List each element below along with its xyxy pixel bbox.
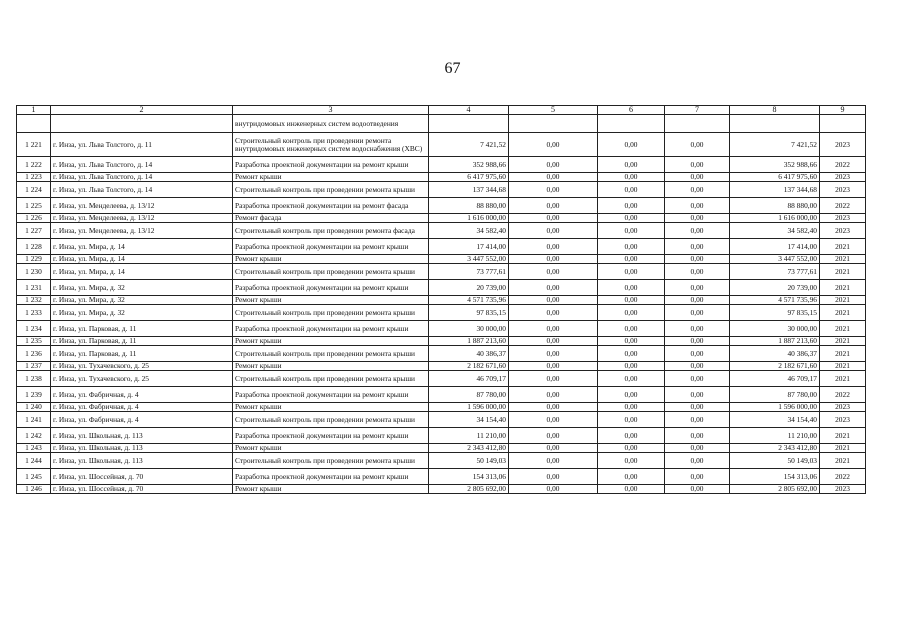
owners-funds-cell: 46 709,17 — [730, 371, 820, 387]
cost-cell: 0,00 — [665, 280, 730, 296]
cost-cell: 0,00 — [598, 223, 665, 239]
data-table — [16, 105, 866, 494]
cost-cell: 0,00 — [598, 264, 665, 280]
owners-funds-cell: 2 343 412,80 — [730, 444, 820, 453]
cost-cell: 0,00 — [509, 296, 598, 305]
table-row — [17, 198, 866, 214]
cost-cell: 0,00 — [665, 239, 730, 255]
year-cell: 2023 — [820, 214, 866, 223]
owners-funds-cell: 3 447 552,00 — [730, 255, 820, 264]
description-cell: Разработка проектной документации на ремонт крыши — [233, 387, 429, 403]
cost-cell: 0,00 — [509, 305, 598, 321]
number-cell: 1 224 — [17, 182, 51, 198]
owners-funds-cell: 2 805 692,00 — [730, 485, 820, 494]
owners-funds-cell: 7 421,52 — [730, 133, 820, 157]
total-cost-cell: 7 421,52 — [429, 133, 509, 157]
cost-cell: 0,00 — [598, 198, 665, 214]
number-cell: 1 242 — [17, 428, 51, 444]
address-cell: г. Инза, ул. Мира, д. 14 — [51, 239, 233, 255]
total-cost-cell: 2 343 412,80 — [429, 444, 509, 453]
owners-funds-cell: 87 780,00 — [730, 387, 820, 403]
cost-cell: 0,00 — [598, 412, 665, 428]
total-cost-cell: 2 805 692,00 — [429, 485, 509, 494]
cost-cell: 0,00 — [598, 321, 665, 337]
table-row — [17, 337, 866, 346]
table-row — [17, 264, 866, 280]
cost-cell: 0,00 — [665, 321, 730, 337]
cost-cell: 0,00 — [598, 173, 665, 182]
number-cell: 1 223 — [17, 173, 51, 182]
cost-cell: 0,00 — [509, 280, 598, 296]
total-cost-cell: 1 596 000,00 — [429, 403, 509, 412]
number-cell: 1 240 — [17, 403, 51, 412]
description-cell: Строительный контроль при проведении ремонта крыши — [233, 453, 429, 469]
address-cell: г. Инза, ул. Фабричная, д. 4 — [51, 403, 233, 412]
cost-cell: 0,00 — [665, 214, 730, 223]
description-cell: внутридомовых инженерных систем водоотведения — [233, 115, 429, 133]
total-cost-cell: 1 887 213,60 — [429, 337, 509, 346]
table-row — [17, 403, 866, 412]
table-body — [17, 115, 866, 494]
header-cell: 5 — [509, 106, 598, 115]
cost-cell: 0,00 — [509, 403, 598, 412]
number-cell: 1 245 — [17, 469, 51, 485]
address-cell: г. Инза, ул. Мира, д. 32 — [51, 280, 233, 296]
table-row — [17, 412, 866, 428]
table-row — [17, 485, 866, 494]
cost-cell: 0,00 — [598, 444, 665, 453]
cost-cell: 0,00 — [509, 444, 598, 453]
owners-funds-cell: 4 571 735,96 — [730, 296, 820, 305]
table-row — [17, 173, 866, 182]
cost-cell: 0,00 — [665, 346, 730, 362]
header-cell: 1 — [17, 106, 51, 115]
address-cell: г. Инза, ул. Льва Толстого, д. 14 — [51, 173, 233, 182]
cost-cell: 0,00 — [509, 371, 598, 387]
address-cell: г. Инза, ул. Школьная, д. 113 — [51, 453, 233, 469]
number-cell: 1 230 — [17, 264, 51, 280]
cost-cell: 0,00 — [509, 264, 598, 280]
owners-funds-cell: 1 616 000,00 — [730, 214, 820, 223]
description-cell: Разработка проектной документации на ремонт крыши — [233, 239, 429, 255]
table-row — [17, 239, 866, 255]
cost-cell: 0,00 — [509, 362, 598, 371]
total-cost-cell: 88 880,00 — [429, 198, 509, 214]
cost-cell: 0,00 — [509, 214, 598, 223]
owners-funds-cell: 1 887 213,60 — [730, 337, 820, 346]
owners-funds-cell: 6 417 975,60 — [730, 173, 820, 182]
total-cost-cell: 87 780,00 — [429, 387, 509, 403]
address-cell: г. Инза, ул. Мира, д. 14 — [51, 264, 233, 280]
owners-funds-cell: 137 344,68 — [730, 182, 820, 198]
number-cell: 1 246 — [17, 485, 51, 494]
header-row — [17, 106, 866, 115]
cost-cell: 0,00 — [665, 255, 730, 264]
table-row — [17, 469, 866, 485]
year-cell: 2021 — [820, 346, 866, 362]
description-cell: Строительный контроль при проведении ремонта крыши — [233, 412, 429, 428]
total-cost-cell: 1 616 000,00 — [429, 214, 509, 223]
cost-cell: 0,00 — [598, 346, 665, 362]
description-cell: Строительный контроль при проведении ремонта крыши — [233, 346, 429, 362]
cost-cell: 0,00 — [598, 387, 665, 403]
address-cell: г. Инза, ул. Школьная, д. 113 — [51, 428, 233, 444]
header-cell: 6 — [598, 106, 665, 115]
total-cost-cell: 3 447 552,00 — [429, 255, 509, 264]
cost-cell: 0,00 — [509, 133, 598, 157]
address-cell: г. Инза, ул. Фабричная, д. 4 — [51, 412, 233, 428]
cost-cell: 0,00 — [665, 362, 730, 371]
number-cell: 1 243 — [17, 444, 51, 453]
year-cell: 2021 — [820, 296, 866, 305]
cost-cell: 0,00 — [665, 264, 730, 280]
cost-cell: 0,00 — [665, 453, 730, 469]
total-cost-cell: 40 386,37 — [429, 346, 509, 362]
cost-cell: 0,00 — [665, 133, 730, 157]
address-cell: г. Инза, ул. Школьная, д. 113 — [51, 444, 233, 453]
cost-cell: 0,00 — [598, 182, 665, 198]
header-cell: 3 — [233, 106, 429, 115]
number-cell: 1 238 — [17, 371, 51, 387]
cost-cell: 0,00 — [509, 387, 598, 403]
cost-cell: 0,00 — [665, 296, 730, 305]
header-cell: 8 — [730, 106, 820, 115]
cost-cell: 0,00 — [598, 485, 665, 494]
year-cell: 2021 — [820, 321, 866, 337]
cost-cell: 0,00 — [665, 223, 730, 239]
total-cost-cell: 2 182 671,60 — [429, 362, 509, 371]
owners-funds-cell: 34 582,40 — [730, 223, 820, 239]
year-cell: 2021 — [820, 264, 866, 280]
description-cell: Строительный контроль при проведении ремонта крыши — [233, 305, 429, 321]
total-cost-cell: 73 777,61 — [429, 264, 509, 280]
cost-cell: 0,00 — [665, 198, 730, 214]
description-cell: Ремонт крыши — [233, 255, 429, 264]
cost-cell: 0,00 — [598, 157, 665, 173]
table-row — [17, 223, 866, 239]
description-cell: Разработка проектной документации на ремонт фасада — [233, 198, 429, 214]
header-cell: 7 — [665, 106, 730, 115]
address-cell: г. Инза, ул. Тухачевского, д. 25 — [51, 362, 233, 371]
year-cell: 2023 — [820, 412, 866, 428]
number-cell: 1 228 — [17, 239, 51, 255]
cost-cell: 0,00 — [509, 337, 598, 346]
number-cell: 1 233 — [17, 305, 51, 321]
total-cost-cell: 50 149,03 — [429, 453, 509, 469]
year-cell: 2021 — [820, 305, 866, 321]
owners-funds-cell: 73 777,61 — [730, 264, 820, 280]
cost-cell: 0,00 — [509, 223, 598, 239]
number-cell: 1 229 — [17, 255, 51, 264]
total-cost-cell: 6 417 975,60 — [429, 173, 509, 182]
description-cell: Строительный контроль при проведении ремонта внутридомовых инженерных систем водоснабжения (ХВС) — [233, 133, 429, 157]
page-number: 67 — [444, 60, 461, 77]
cost-cell: 0,00 — [509, 198, 598, 214]
year-cell: 2022 — [820, 387, 866, 403]
year-cell: 2021 — [820, 362, 866, 371]
description-cell: Ремонт крыши — [233, 362, 429, 371]
cost-cell: 0,00 — [598, 280, 665, 296]
description-cell: Разработка проектной документации на ремонт крыши — [233, 280, 429, 296]
cost-cell: 0,00 — [509, 346, 598, 362]
table-row — [17, 305, 866, 321]
cost-cell: 0,00 — [665, 371, 730, 387]
owners-funds-cell: 30 000,00 — [730, 321, 820, 337]
address-cell: г. Инза, ул. Тухачевского, д. 25 — [51, 371, 233, 387]
description-cell: Строительный контроль при проведении ремонта крыши — [233, 371, 429, 387]
number-cell: 1 239 — [17, 387, 51, 403]
number-cell: 1 226 — [17, 214, 51, 223]
description-cell: Ремонт крыши — [233, 337, 429, 346]
description-cell: Ремонт крыши — [233, 403, 429, 412]
year-cell: 2021 — [820, 337, 866, 346]
cost-cell: 0,00 — [665, 182, 730, 198]
number-cell: 1 244 — [17, 453, 51, 469]
address-cell: г. Инза, ул. Парковая, д. 11 — [51, 346, 233, 362]
description-cell: Ремонт крыши — [233, 296, 429, 305]
year-cell: 2023 — [820, 223, 866, 239]
address-cell: г. Инза, ул. Шоссейная, д. 70 — [51, 485, 233, 494]
total-cost-cell: 46 709,17 — [429, 371, 509, 387]
description-cell: Ремонт фасада — [233, 214, 429, 223]
cost-cell: 0,00 — [665, 444, 730, 453]
cost-cell: 0,00 — [665, 469, 730, 485]
number-cell: 1 234 — [17, 321, 51, 337]
owners-funds-cell: 17 414,00 — [730, 239, 820, 255]
total-cost-cell: 11 210,00 — [429, 428, 509, 444]
cost-cell: 0,00 — [509, 469, 598, 485]
description-cell: Ремонт крыши — [233, 173, 429, 182]
year-cell: 2021 — [820, 444, 866, 453]
year-cell: 2021 — [820, 280, 866, 296]
cost-cell: 0,00 — [598, 255, 665, 264]
number-cell: 1 221 — [17, 133, 51, 157]
owners-funds-cell: 88 880,00 — [730, 198, 820, 214]
cost-cell: 0,00 — [598, 428, 665, 444]
address-cell: г. Инза, ул. Льва Толстого, д. 11 — [51, 133, 233, 157]
cost-cell: 0,00 — [598, 305, 665, 321]
address-cell: г. Инза, ул. Льва Толстого, д. 14 — [51, 157, 233, 173]
address-cell: г. Инза, ул. Менделеева, д. 13/12 — [51, 214, 233, 223]
number-cell: 1 225 — [17, 198, 51, 214]
address-cell: г. Инза, ул. Шоссейная, д. 70 — [51, 469, 233, 485]
owners-funds-cell: 50 149,03 — [730, 453, 820, 469]
cost-cell: 0,00 — [509, 157, 598, 173]
year-cell: 2022 — [820, 469, 866, 485]
owners-funds-cell: 1 596 000,00 — [730, 403, 820, 412]
table-row — [17, 255, 866, 264]
description-cell: Строительный контроль при проведении ремонта фасада — [233, 223, 429, 239]
total-cost-cell: 17 414,00 — [429, 239, 509, 255]
address-cell: г. Инза, ул. Парковая, д. 11 — [51, 337, 233, 346]
cost-cell: 0,00 — [665, 305, 730, 321]
cost-cell: 0,00 — [509, 255, 598, 264]
total-cost-cell: 137 344,68 — [429, 182, 509, 198]
table-row — [17, 157, 866, 173]
year-cell: 2022 — [820, 157, 866, 173]
cost-cell: 0,00 — [598, 337, 665, 346]
cost-cell: 0,00 — [598, 296, 665, 305]
number-cell: 1 236 — [17, 346, 51, 362]
total-cost-cell: 154 313,06 — [429, 469, 509, 485]
cost-cell: 0,00 — [665, 337, 730, 346]
cost-cell: 0,00 — [598, 371, 665, 387]
year-cell: 2021 — [820, 371, 866, 387]
table-row — [17, 214, 866, 223]
cost-cell: 0,00 — [598, 403, 665, 412]
year-cell: 2023 — [820, 133, 866, 157]
number-cell: 1 227 — [17, 223, 51, 239]
header-cell: 4 — [429, 106, 509, 115]
table-row — [17, 362, 866, 371]
cost-cell: 0,00 — [665, 403, 730, 412]
cost-cell: 0,00 — [509, 239, 598, 255]
cost-cell: 0,00 — [509, 453, 598, 469]
cost-cell: 0,00 — [665, 485, 730, 494]
address-cell: г. Инза, ул. Льва Толстого, д. 14 — [51, 182, 233, 198]
cost-cell: 0,00 — [509, 412, 598, 428]
description-cell: Строительный контроль при проведении ремонта крыши — [233, 182, 429, 198]
cost-cell: 0,00 — [665, 428, 730, 444]
address-cell: г. Инза, ул. Мира, д. 32 — [51, 296, 233, 305]
total-cost-cell: 97 835,15 — [429, 305, 509, 321]
year-cell: 2021 — [820, 239, 866, 255]
header-cell: 9 — [820, 106, 866, 115]
table-row — [17, 453, 866, 469]
owners-funds-cell: 352 988,66 — [730, 157, 820, 173]
cost-cell: 0,00 — [509, 173, 598, 182]
table-row — [17, 428, 866, 444]
description-cell: Ремонт крыши — [233, 444, 429, 453]
table-row — [17, 371, 866, 387]
cost-cell: 0,00 — [665, 157, 730, 173]
year-cell: 2021 — [820, 428, 866, 444]
total-cost-cell: 4 571 735,96 — [429, 296, 509, 305]
cost-cell: 0,00 — [598, 239, 665, 255]
address-cell: г. Инза, ул. Мира, д. 32 — [51, 305, 233, 321]
cost-cell: 0,00 — [509, 182, 598, 198]
address-cell: г. Инза, ул. Парковая, д. 11 — [51, 321, 233, 337]
cost-cell: 0,00 — [598, 214, 665, 223]
cost-cell: 0,00 — [665, 387, 730, 403]
total-cost-cell: 30 000,00 — [429, 321, 509, 337]
table-row — [17, 280, 866, 296]
number-cell: 1 231 — [17, 280, 51, 296]
continuation-row — [17, 115, 866, 133]
cost-cell: 0,00 — [598, 469, 665, 485]
table-row — [17, 444, 866, 453]
year-cell: 2023 — [820, 182, 866, 198]
address-cell: г. Инза, ул. Фабричная, д. 4 — [51, 387, 233, 403]
total-cost-cell: 34 154,40 — [429, 412, 509, 428]
cost-cell: 0,00 — [598, 133, 665, 157]
owners-funds-cell: 40 386,37 — [730, 346, 820, 362]
year-cell: 2021 — [820, 453, 866, 469]
address-cell: г. Инза, ул. Менделеева, д. 13/12 — [51, 223, 233, 239]
description-cell: Разработка проектной документации на ремонт крыши — [233, 428, 429, 444]
cost-cell: 0,00 — [509, 321, 598, 337]
owners-funds-cell: 154 313,06 — [730, 469, 820, 485]
cost-cell: 0,00 — [665, 412, 730, 428]
total-cost-cell: 34 582,40 — [429, 223, 509, 239]
description-cell: Ремонт крыши — [233, 485, 429, 494]
year-cell: 2023 — [820, 485, 866, 494]
cost-cell: 0,00 — [509, 485, 598, 494]
description-cell: Строительный контроль при проведении ремонта крыши — [233, 264, 429, 280]
address-cell: г. Инза, ул. Мира, д. 14 — [51, 255, 233, 264]
owners-funds-cell: 20 739,00 — [730, 280, 820, 296]
description-cell: Разработка проектной документации на ремонт крыши — [233, 321, 429, 337]
year-cell: 2021 — [820, 255, 866, 264]
number-cell: 1 222 — [17, 157, 51, 173]
cost-cell: 0,00 — [598, 362, 665, 371]
cost-cell: 0,00 — [665, 173, 730, 182]
address-cell: г. Инза, ул. Менделеева, д. 13/12 — [51, 198, 233, 214]
table-row — [17, 321, 866, 337]
table-row — [17, 182, 866, 198]
number-cell: 1 232 — [17, 296, 51, 305]
year-cell: 2022 — [820, 198, 866, 214]
total-cost-cell: 352 988,66 — [429, 157, 509, 173]
total-cost-cell: 20 739,00 — [429, 280, 509, 296]
year-cell: 2023 — [820, 403, 866, 412]
number-cell: 1 237 — [17, 362, 51, 371]
owners-funds-cell: 34 154,40 — [730, 412, 820, 428]
year-cell: 2023 — [820, 173, 866, 182]
number-cell: 1 241 — [17, 412, 51, 428]
table-row — [17, 346, 866, 362]
header-cell: 2 — [51, 106, 233, 115]
owners-funds-cell: 2 182 671,60 — [730, 362, 820, 371]
table-row — [17, 133, 866, 157]
table-row — [17, 296, 866, 305]
table-row — [17, 387, 866, 403]
description-cell: Разработка проектной документации на ремонт крыши — [233, 157, 429, 173]
description-cell: Разработка проектной документации на ремонт крыши — [233, 469, 429, 485]
number-cell: 1 235 — [17, 337, 51, 346]
owners-funds-cell: 97 835,15 — [730, 305, 820, 321]
cost-cell: 0,00 — [509, 428, 598, 444]
cost-cell: 0,00 — [598, 453, 665, 469]
owners-funds-cell: 11 210,00 — [730, 428, 820, 444]
